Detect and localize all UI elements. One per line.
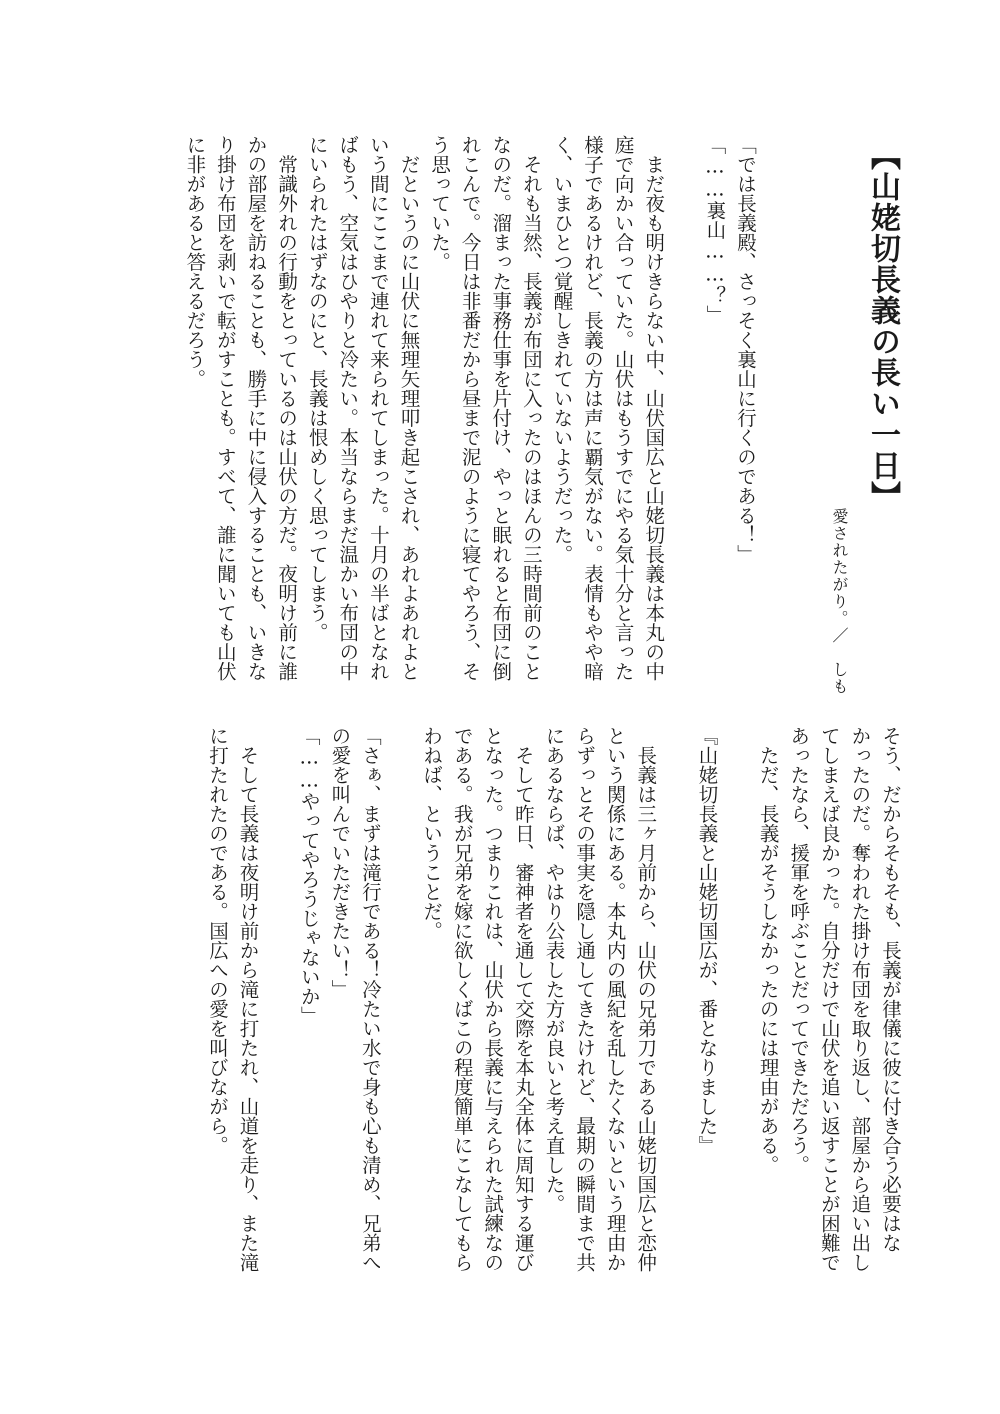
upper-text-block: 「では長義殿、さっそく裏山に行くのである！」 「……裏山……？」 まだ夜も明けきらない中、山伏国広と山姥切長義は本丸の中 庭で向かい合っていた。山伏はもうすでにやる気十分と言った 様子であるけれど、長義の方は声に覇気がない。表情もやや暗 く、いまひとつ覚醒しきれていないようだった。 それも当然、長義が布団に入ったのはほんの三時間前のこと なのだ。溜まった事務仕事を片付け、やっと眠れると布団に倒 れこんで。今日は非番だから昼まで泥のように寝てやろう、そ う思っていた。 だというのに山伏に無理矢理叩き起こされ、あれよあれよと いう間にここまで連れて来られてしまった。十月の半ばとなれ ばもう、空気はひやりと冷たい。本当ならまだ温かい布団の中 にいられたはずなのにと、長義は恨めしく思ってしまう。 常識外れの行動をとっているのは山伏の方だ。夜明け前に誰 かの部屋を訪ねることも、勝手に中に侵入することも、いきな り掛け布団を剥いで転がすことも。すべて、誰に聞いても山伏 に非があると答えるだろう。 — [183, 135, 757, 681]
lower-text-block: そう、だからそもそも、長義が律儀に彼に付き合う必要はな かったのだ。奪われた掛け布団を取り返し、部屋から追い出し てしまえば良かった。自分だけで山伏を追い返すことが困難で あったなら、援軍を呼ぶことだってできただろう。 ただ、長義がそうしなかったのには理由がある。 『山姥切長義と山姥切国広が、番となりました』 長義は三ヶ月前から、山伏の兄弟刀である山姥切国広と恋仲 という関係にある。本丸内の風紀を乱したくないという理由か らずっとその事実を隠し通してきたけれど、最期の瞬間まで共 にあるならば、やはり公表した方が良いと考え直した。 そして昨日、審神者を通して交際を本丸全体に周知する運び となった。つまりこれは、山伏から長義に与えられた試練なの である。我が兄弟を嫁に欲しくばこの程度簡単にこなしてもら わねば、ということだ。 「さぁ、まずは滝行である！冷たい水で身も心も清め、兄弟へ の愛を叫んでいただきたい！」 「……やってやろうじゃないか」 そして長義は夜明け前から滝に打たれ、山道を走り、また滝 に打たれたのである。国広への愛を叫びながら。 — [205, 726, 902, 1272]
page-title: 【山姥切長義の長い一日】 — [865, 140, 900, 512]
author-byline: 愛されたがり。／ しも — [830, 508, 849, 695]
